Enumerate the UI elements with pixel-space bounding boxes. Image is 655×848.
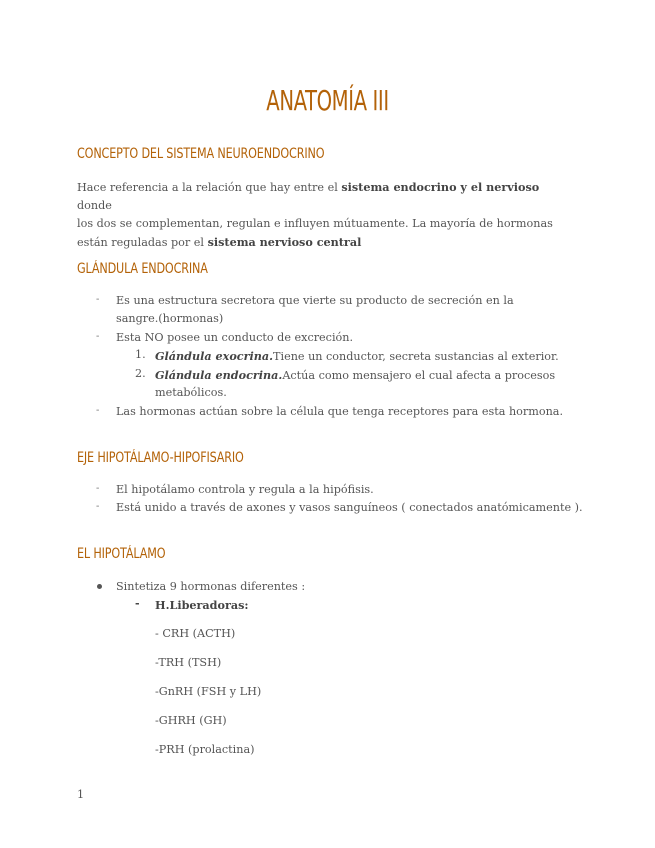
- document-title: ANATOMÍA III: [266, 84, 389, 117]
- dash-bullet: -: [96, 501, 100, 512]
- list-item-line: sangre.(hormonas): [116, 312, 224, 325]
- dash-bullet: -: [96, 331, 100, 342]
- heading-endocrine-gland: GLÁNDULA ENDOCRINA: [77, 261, 208, 277]
- hormone-entry: -GHRH (GH): [155, 714, 227, 727]
- heading-hypothalamic-pituitary-axis: EJE HIPOTÁLAMO-HIPOFISARIO: [77, 450, 244, 466]
- list-item-line: Es una estructura secretora que vierte su producto de secreción en la: [116, 294, 514, 307]
- text-run: Actúa como mensajero el cual afecta a procesos: [282, 369, 556, 382]
- hormone-entry: -TRH (TSH): [155, 656, 222, 669]
- paragraph-line-2: los dos se complementan, regulan e influyen mútuamente. La mayoría de hormonas: [77, 217, 553, 230]
- page-number: 1: [77, 788, 85, 801]
- dash-bullet: -: [96, 405, 100, 416]
- bold-italic-run: Glándula exocrina.: [155, 349, 274, 363]
- bold-run: sistema endocrino y el nervioso: [341, 180, 540, 194]
- dash-bullet: -: [96, 294, 100, 305]
- text-run: Tiene un conductor, secreta sustancias al exterior.: [273, 350, 559, 363]
- paragraph-line-3: [77, 233, 577, 252]
- list-item: Sintetiza 9 hormonas diferentes :: [116, 580, 306, 593]
- paragraph-neuroendocrine: [77, 178, 577, 252]
- sublist-item-line: metabólicos.: [155, 386, 227, 399]
- sublist-item: [155, 347, 559, 366]
- sublist-item: [155, 366, 555, 385]
- heading-hypothalamus: EL HIPOTÁLAMO: [77, 546, 166, 562]
- sublist-heading: H.Liberadoras:: [155, 598, 249, 612]
- hormone-entry: - CRH (ACTH): [155, 627, 236, 640]
- bullet-dot: [97, 584, 102, 589]
- list-item: Las hormonas actúan sobre la célula que tenga receptores para esta hormona.: [116, 405, 564, 418]
- heading-neuroendocrine-concept: CONCEPTO DEL SISTEMA NEUROENDOCRINO: [77, 146, 325, 162]
- text-run: están reguladas por el: [77, 236, 208, 249]
- list-number: 1.: [135, 348, 146, 361]
- list-item: Esta NO posee un conducto de excreción.: [116, 331, 354, 344]
- bold-run: sistema nervioso central: [207, 235, 362, 249]
- dash-bullet: -: [135, 597, 140, 610]
- text-run: donde: [77, 199, 112, 212]
- text-run: Hace referencia a la relación que hay entre el: [77, 181, 342, 194]
- list-item: Está unido a través de axones y vasos sanguíneos ( conectados anatómicamente ).: [116, 501, 583, 514]
- hormone-entry: -GnRH (FSH y LH): [155, 685, 262, 698]
- paragraph-line-1: [77, 178, 577, 215]
- hormone-entry: -PRH (prolactina): [155, 743, 255, 756]
- bold-italic-run: Glándula endocrina.: [155, 368, 283, 382]
- list-number: 2.: [135, 367, 146, 380]
- dash-bullet: -: [96, 483, 100, 494]
- list-item: El hipotálamo controla y regula a la hipófisis.: [116, 483, 374, 496]
